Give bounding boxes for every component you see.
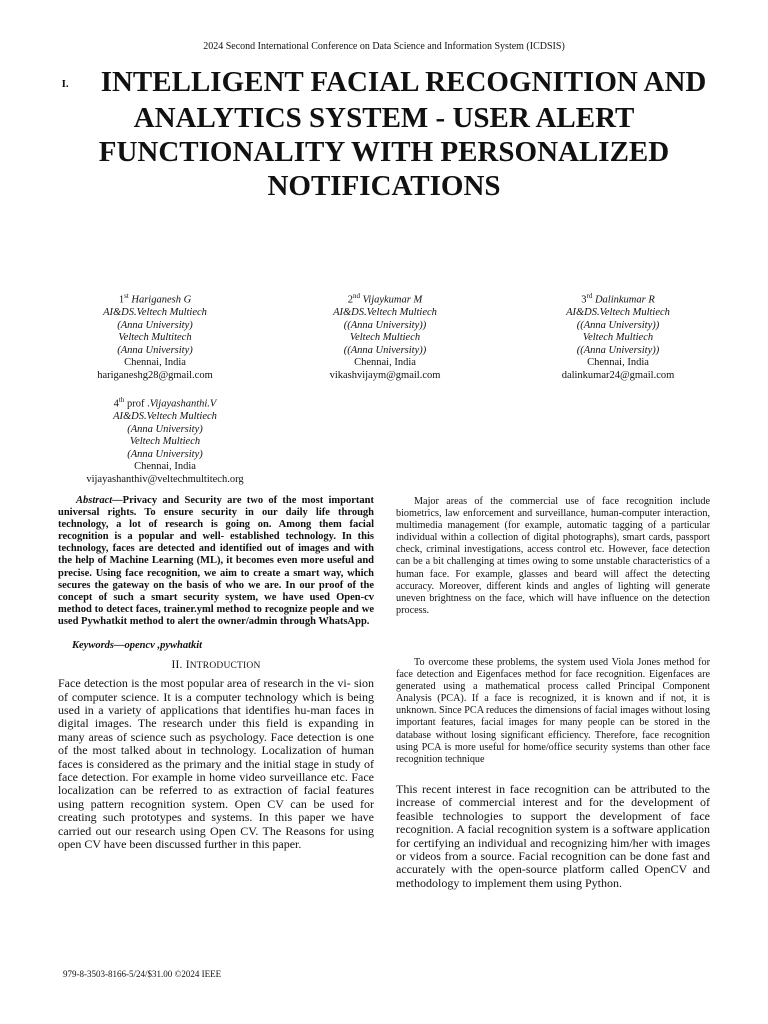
author-block-4 [40,394,290,486]
author-block-3 [503,290,733,382]
left-column [58,495,374,852]
author-name: Vijayashanthi.V [149,398,217,410]
author-ordinal-suffix: rd [586,292,593,300]
author-email: dalinkumar24@gmail.com [561,369,675,381]
right-column-paragraph-2 [396,657,710,766]
author-university: (Anna University) [127,423,203,435]
author-university: ((Anna University)) [343,319,427,331]
author-ordinal: 4 [113,398,119,410]
author-ordinal-suffix: st [124,292,129,300]
author-affiliation: AI&DS.Veltech Multiech [333,307,437,318]
author-city: Chennai, India [587,357,649,368]
author-university: ((Anna University)) [576,319,660,331]
keywords: Keywords—opencv ,pywhatkit [72,640,203,652]
section-number: II. [171,659,183,672]
author-institution: Veltech Multiech [349,332,421,343]
copyright-footer: 979-8-3503-8166-5/24/$31.00 ©2024 IEEE [63,969,222,979]
section-initial: I [185,659,190,672]
abstract-text: —Privacy and Security are two of the most important universal rights. To ensure security in our daily life through technology, a lot of research is going on. Among them facial recognition is a popular and well- established technology. In this technology, faces are detected and identified out of images and with the help of Machine Learning (ML), it becomes even more useful and precise. Using face recognition, we aim to create a smart way, which secures the gateway on the basis of who we are. In our proof of the concept of such a smart security system, we have used Open-cv method to detect faces, trainer.yml method to recognize people and we used Pywhatkit method to alert the owner/admin through WhatsApp. [58,495,374,627]
author-block-1 [40,290,270,382]
section-title: NTRODUCTION [189,661,261,672]
author-institution: Veltech Multitech [118,332,192,343]
author-email: vijayashanthiv@veltechmultitech.org [86,473,244,485]
author-affiliation: AI&DS.Veltech Multiech [566,307,670,318]
author-email: hariganeshg28@gmail.com [97,369,213,381]
author-city: Chennai, India [134,461,196,472]
author-affiliation: AI&DS.Veltech Multiech [113,411,217,422]
author-ordinal-suffix: nd [353,292,361,300]
paragraph: To overcome these problems, the system used Viola Jones method for face detection and Eigenfaces method for face recognition. Eigenfaces are generated using a mathematical process called Principal Component Analysis (PCA). If a face is recognized, it is known and if not, it is unknown. Since PCA reduces the dimensions of facial images without losing important features, facial images for many people can be stored in the database without losing significant efficiency. Therefore, face recognition using PCA is more useful for home/office security systems than other face recognition technique [396,657,710,765]
author-university-2: ((Anna University)) [343,344,427,356]
author-city: Chennai, India [354,357,416,368]
paper-title [40,65,728,203]
author-email: vikashvijaym@gmail.com [329,369,441,381]
author-university-2: (Anna University) [117,344,193,356]
author-ordinal: 3 [581,294,587,306]
author-ordinal-suffix: th [118,396,125,404]
author-name: Hariganesh G [131,294,192,306]
section-heading-introduction [58,659,374,672]
conference-header: 2024 Second International Conference on Data Science and Information System (ICDSIS) [203,41,565,52]
author-block-2 [270,290,500,382]
author-institution: Veltech Multiech [582,332,654,343]
author-prefix: prof . [126,398,150,410]
author-affiliation: AI&DS.Veltech Multiech [103,307,207,318]
author-name: Vijaykumar M [362,294,423,306]
author-city: Chennai, India [124,357,186,368]
paragraph: This recent interest in face recognition can be attributed to the increase of commercial interest and for the development of feasible technologies to support the development of face recognition. A facial recognition system is a software application for certifying an individual and recognizing him/her with images or videos from a source. Facial recognition can be done fast and accurately with the open-source platform called OpenCV and methodology to implement them using Python. [396,782,710,890]
author-name: Dalinkumar R [594,294,655,306]
title-text: INTELLIGENT FACIAL RECOGNITION AND ANALYTICS SYSTEM - USER ALERT FUNCTIONALITY WITH PERSONALIZED NOTIFICATIONS [98,66,707,203]
author-university-2: (Anna University) [127,448,203,460]
right-column-paragraph-1 [396,496,710,617]
author-university: (Anna University) [117,319,193,331]
title-number: I. [61,78,69,91]
author-institution: Veltech Multiech [129,436,201,447]
author-ordinal: 1 [118,294,125,306]
abstract-label: Abstract [76,495,113,506]
abstract [58,495,374,628]
intro-paragraph: Face detection is the most popular area of research in the vi- sion of computer science. It is a computer technology which is being used in a variety of applications that identifies hu-man faces in digital images. The research under this field is expanding in many areas of science such as psychology. Face detection is one of the most talked about in technology. Localization of human faces is considered as the primary and the initial stage in study of face detection. For example in home video surveillance etc. Face localization can be referred to as extraction of facial features using pattern recognition system. Open CV can be used for creating such prototypes and systems. In this paper we have carried out our research using Open CV. The Reasons for using open CV have been discussed further in this paper. [58,676,374,852]
paragraph: Major areas of the commercial use of face recognition include biometrics, law enforcement and surveillance, human-computer interaction, multimedia management (for example, automatic tagging of a particular individual within a collection of digital photographs), smart cards, passport check, criminal investigations, access control etc. However, face detection can be a bit challenging at times owing to some unstable characteristics of a human face. For example, glasses and beard will affect the detecting accuracy. Moreover, different kinds and angles of lighting will generate uneven brightness on the face, which will have influence on the detection process. [396,496,710,616]
right-column-paragraph-3 [396,783,710,890]
author-ordinal: 2 [347,294,354,306]
author-university-2: ((Anna University)) [576,344,660,356]
